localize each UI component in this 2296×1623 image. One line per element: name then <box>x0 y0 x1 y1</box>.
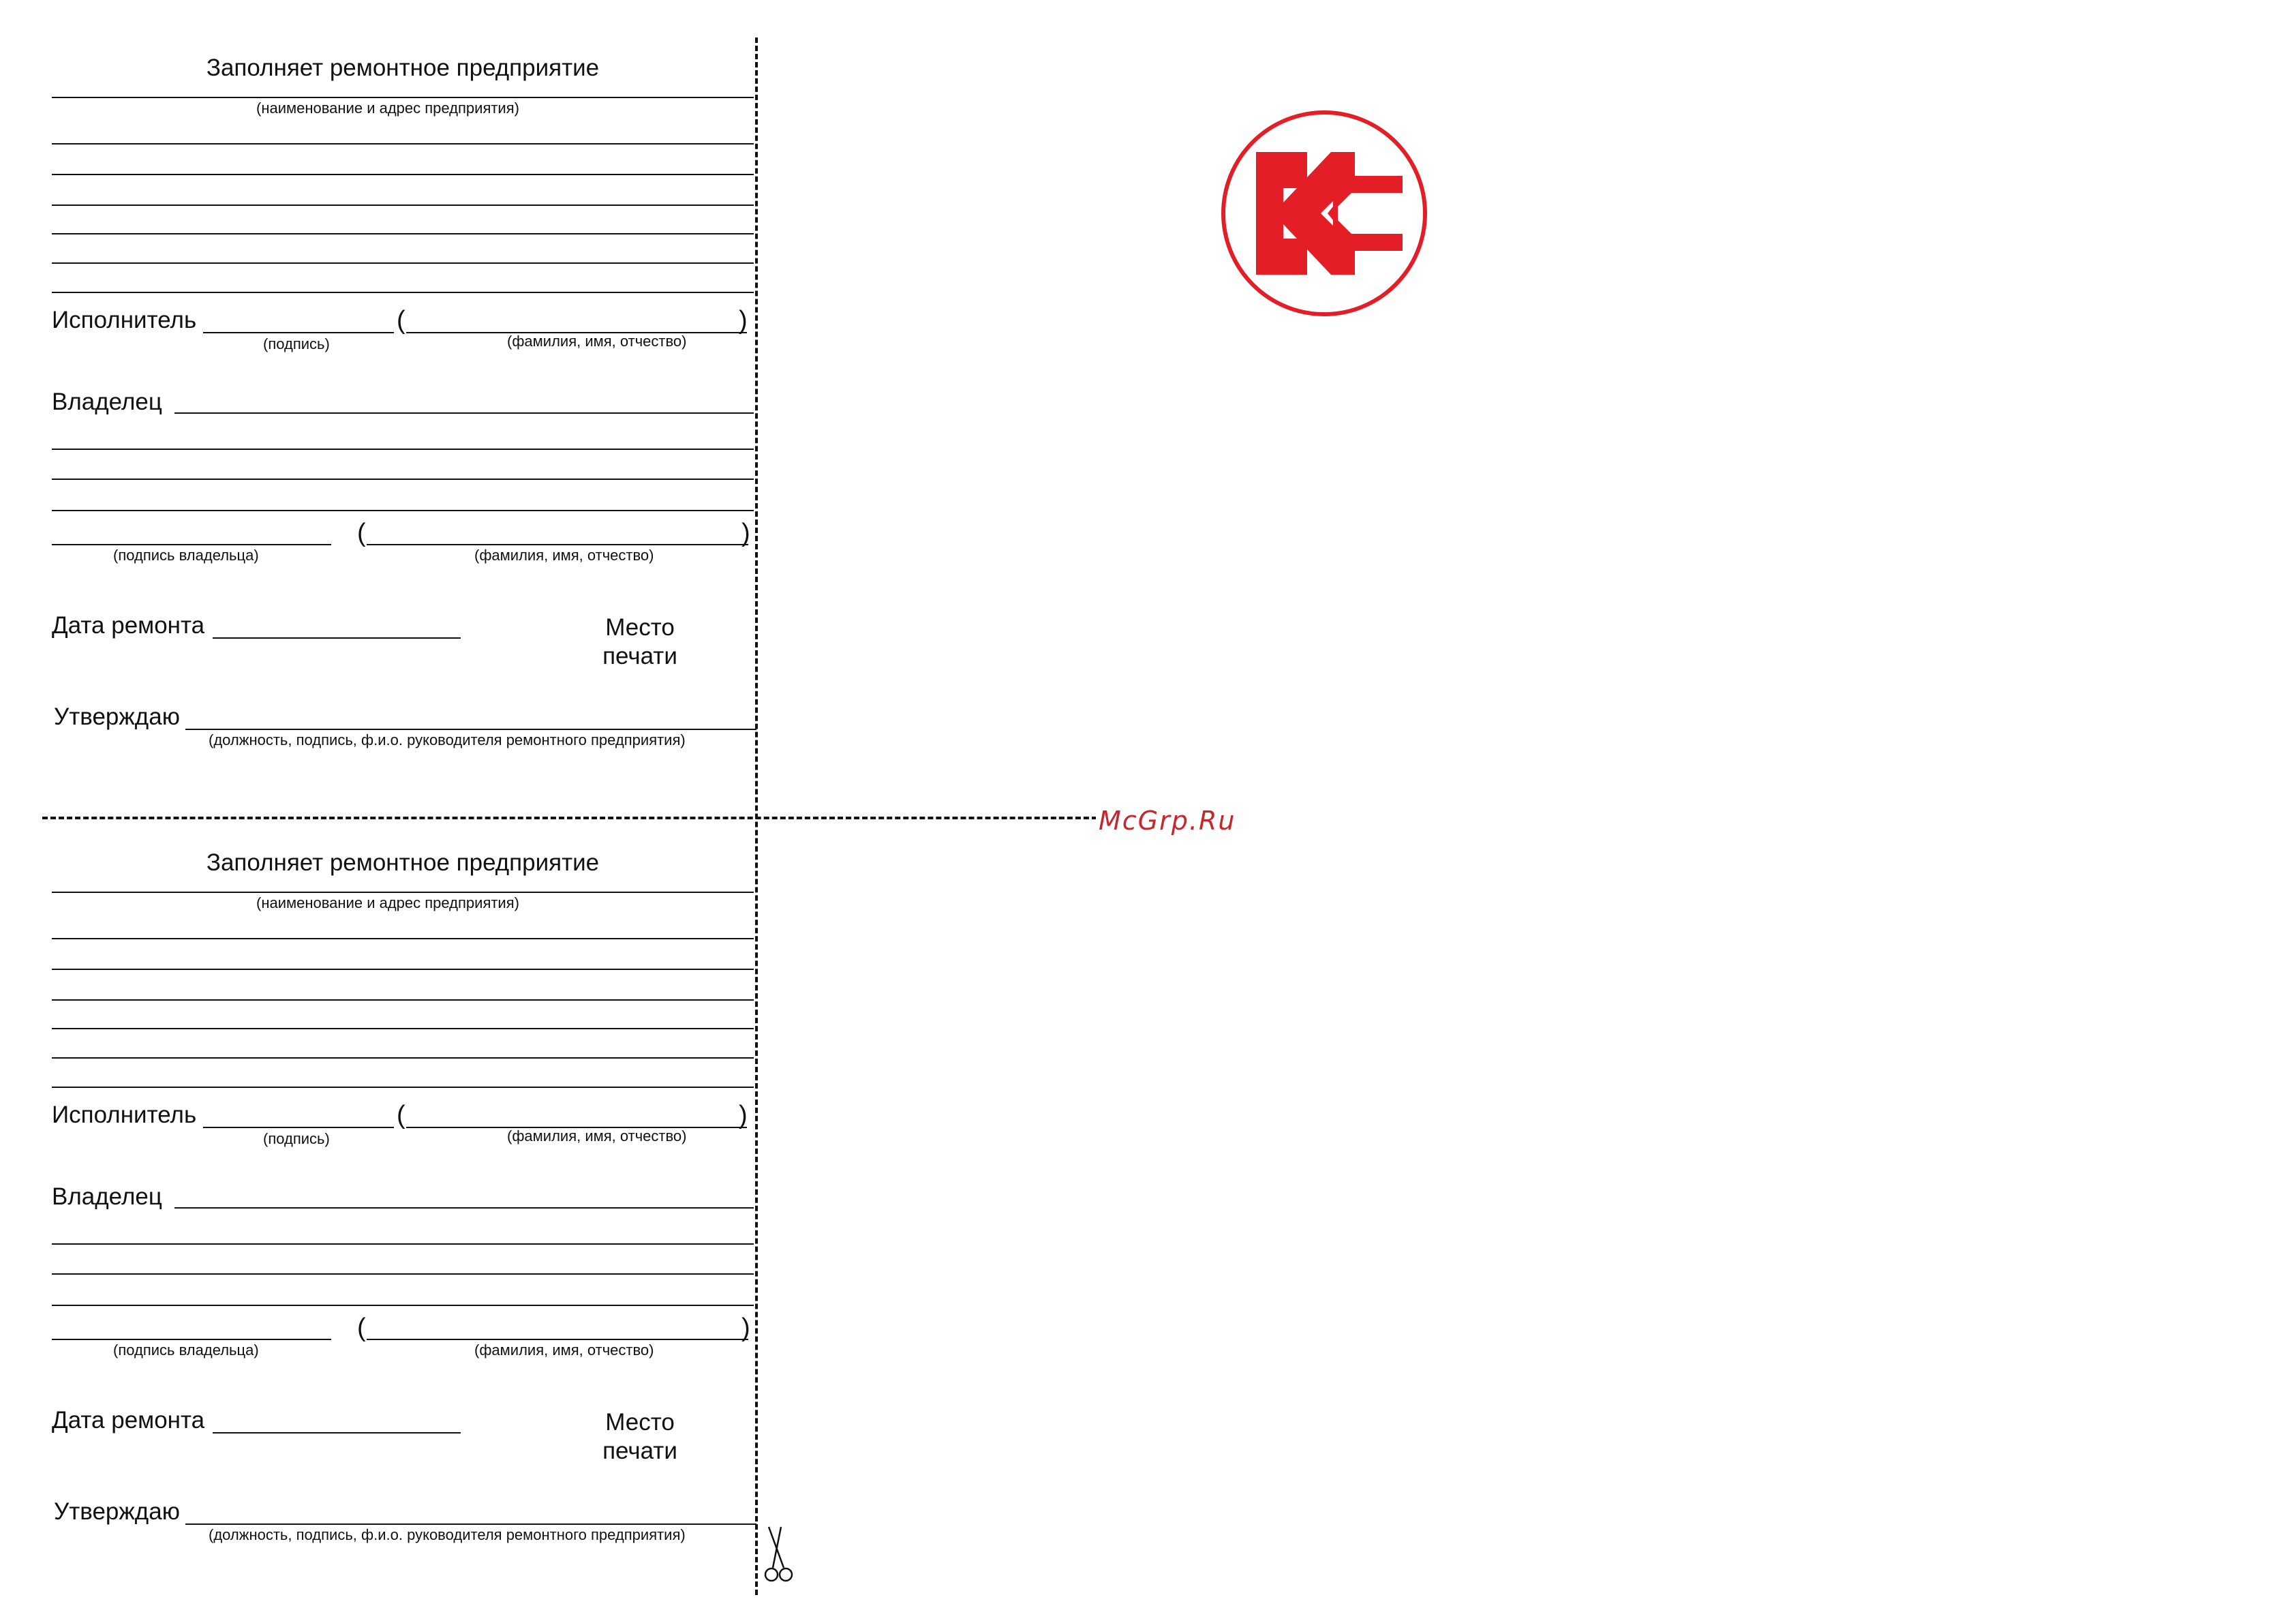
open-paren: ( <box>397 1101 405 1129</box>
stamp-line-1: Место <box>605 614 675 641</box>
kraftool-k-logo-icon <box>1219 108 1430 319</box>
org-caption: (наименование и адрес предприятия) <box>256 100 519 117</box>
approve-caption: (должность, подпись, ф.и.о. руководителя ремонтного предприятия) <box>209 731 686 748</box>
owner-label: Владелец <box>52 1183 162 1210</box>
owner-line-4[interactable] <box>52 1305 754 1306</box>
org-address-line-5[interactable] <box>52 262 754 264</box>
horizontal-cut-line <box>42 817 1105 819</box>
org-address-line-2[interactable] <box>52 969 754 970</box>
stamp-line-2: печати <box>602 1438 677 1464</box>
repair-form-top <box>52 55 754 804</box>
org-address-line-3[interactable] <box>52 204 754 206</box>
approve-caption: (должность, подпись, ф.и.о. руководителя ремонтного предприятия) <box>209 1526 686 1543</box>
repair-form-bottom <box>52 849 754 1599</box>
org-address-line-1[interactable] <box>52 143 754 145</box>
owner-signature-caption: (подпись владельца) <box>113 1341 259 1359</box>
executor-fullname-caption: (фамилия, имя, отчество) <box>507 333 687 350</box>
approve-line[interactable] <box>185 1523 756 1525</box>
org-address-line-4[interactable] <box>52 1028 754 1029</box>
watermark-text: McGrp.Ru <box>1096 806 1238 836</box>
org-name-line[interactable] <box>52 97 754 98</box>
owner-line-1[interactable] <box>174 1207 754 1209</box>
org-address-line-6[interactable] <box>52 1087 754 1088</box>
scissors-icon <box>763 1526 797 1587</box>
repair-date-line[interactable] <box>213 1432 461 1434</box>
stamp-place <box>565 613 715 671</box>
org-caption: (наименование и адрес предприятия) <box>256 894 519 911</box>
owner-signature-line[interactable] <box>52 544 331 545</box>
executor-signature-line[interactable] <box>203 332 394 333</box>
owner-line-2[interactable] <box>52 449 754 450</box>
org-address-line-4[interactable] <box>52 233 754 234</box>
owner-label: Владелец <box>52 389 162 415</box>
close-paren: ) <box>739 1101 748 1129</box>
executor-label: Исполнитель <box>52 1102 197 1128</box>
owner-line-1[interactable] <box>174 412 754 414</box>
repair-date-label: Дата ремонта <box>52 1407 205 1434</box>
org-address-line-2[interactable] <box>52 174 754 175</box>
open-paren: ( <box>357 1314 366 1342</box>
owner-fullname-line[interactable] <box>367 544 748 545</box>
owner-line-3[interactable] <box>52 479 754 480</box>
owner-signature-line[interactable] <box>52 1339 331 1340</box>
org-address-line-5[interactable] <box>52 1057 754 1059</box>
owner-fullname-caption: (фамилия, имя, отчество) <box>474 547 654 564</box>
owner-signature-caption: (подпись владельца) <box>113 547 259 564</box>
owner-line-4[interactable] <box>52 510 754 511</box>
approve-label: Утверждаю <box>54 1498 180 1525</box>
approve-label: Утверждаю <box>54 703 180 730</box>
close-paren: ) <box>739 306 748 335</box>
owner-fullname-caption: (фамилия, имя, отчество) <box>474 1341 654 1359</box>
org-address-line-3[interactable] <box>52 999 754 1001</box>
owner-fullname-line[interactable] <box>367 1339 748 1340</box>
org-address-line-1[interactable] <box>52 938 754 939</box>
stamp-line-1: Место <box>605 1409 675 1436</box>
executor-signature-caption: (подпись) <box>263 335 330 352</box>
executor-signature-caption: (подпись) <box>263 1130 330 1147</box>
form-heading: Заполняет ремонтное предприятие <box>206 55 600 81</box>
stamp-place <box>565 1408 715 1466</box>
close-paren: ) <box>741 519 750 547</box>
org-name-line[interactable] <box>52 892 754 893</box>
owner-line-2[interactable] <box>52 1243 754 1245</box>
executor-fullname-caption: (фамилия, имя, отчество) <box>507 1127 687 1144</box>
close-paren: ) <box>741 1314 750 1342</box>
form-heading: Заполняет ремонтное предприятие <box>206 849 600 876</box>
org-address-line-6[interactable] <box>52 292 754 293</box>
executor-label: Исполнитель <box>52 307 197 333</box>
repair-date-label: Дата ремонта <box>52 612 205 639</box>
repair-date-line[interactable] <box>213 637 461 639</box>
approve-line[interactable] <box>185 729 756 730</box>
stamp-line-2: печати <box>602 643 677 669</box>
open-paren: ( <box>397 306 405 335</box>
open-paren: ( <box>357 519 366 547</box>
owner-line-3[interactable] <box>52 1273 754 1275</box>
executor-signature-line[interactable] <box>203 1127 394 1128</box>
